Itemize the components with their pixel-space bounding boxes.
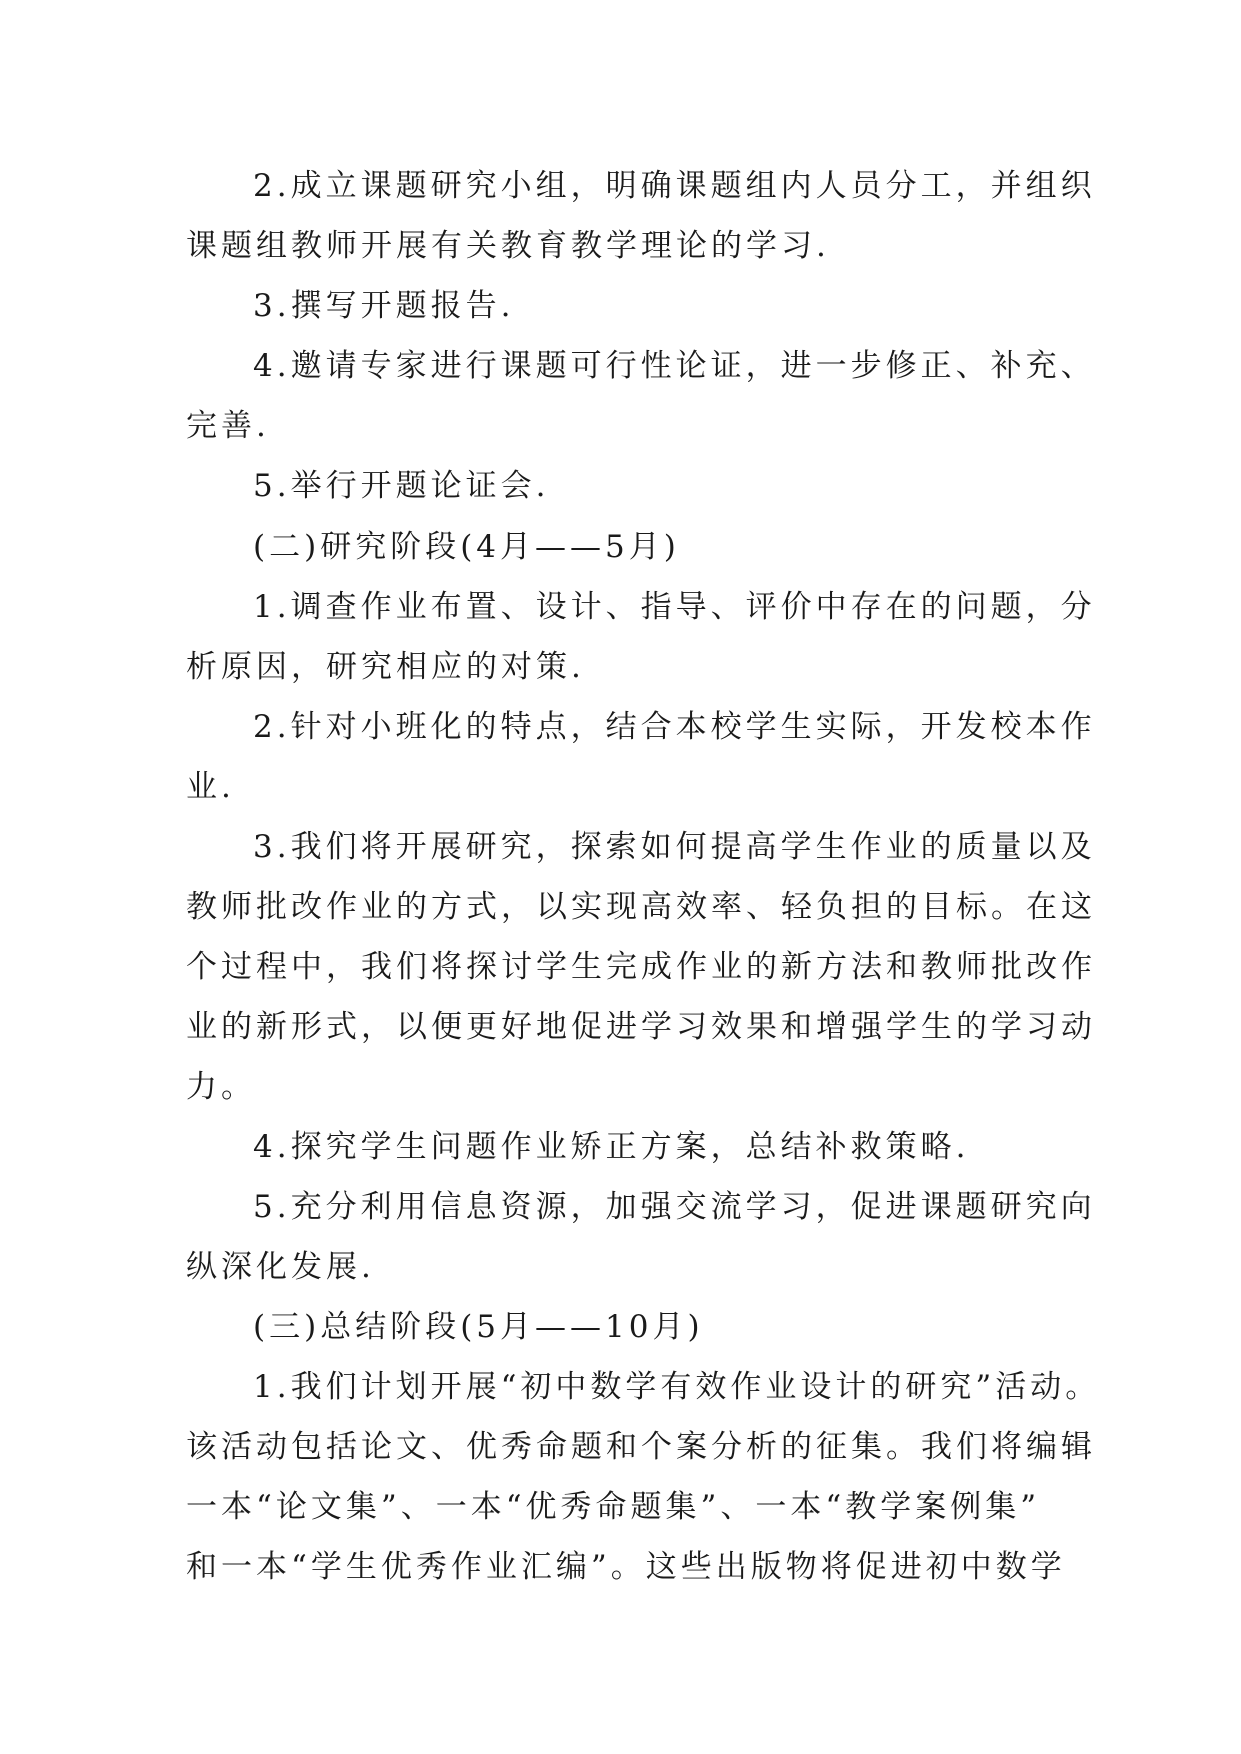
text-line: 力。 [186, 1069, 256, 1105]
text-line: 析原因，研究相应的对策. [186, 649, 585, 685]
text-line: 2.针对小班化的特点，结合本校学生实际，开发校本作 [253, 709, 1096, 745]
section-heading: (二)研究阶段(4月——5月) [253, 529, 680, 565]
text-line: 1.调查作业布置、设计、指导、评价中存在的问题，分 [253, 589, 1096, 625]
text-line: 4.邀请专家进行课题可行性论证，进一步修正、补充、 [253, 348, 1096, 384]
text-line: 3.撰写开题报告. [253, 288, 515, 324]
text-line: 3.我们将开展研究，探索如何提高学生作业的质量以及 [253, 829, 1096, 865]
text-line: 5.充分利用信息资源，加强交流学习，促进课题研究向 [253, 1189, 1096, 1225]
text-line: 和一本“学生优秀作业汇编”。这些出版物将促进初中数学 [186, 1549, 1066, 1585]
text-line: 一本“论文集”、一本“优秀命题集”、一本“教学案例集” [186, 1489, 1041, 1525]
text-line: 教师批改作业的方式，以实现高效率、轻负担的目标。在这 [186, 889, 1096, 925]
text-line: 1.我们计划开展“初中数学有效作业设计的研究”活动。 [253, 1369, 1101, 1405]
text-line: 4.探究学生问题作业矫正方案，总结补救策略. [253, 1129, 970, 1165]
text-line: 完善. [186, 408, 270, 444]
text-line: 2.成立课题研究小组，明确课题组内人员分工，并组织 [253, 168, 1096, 204]
text-line: 该活动包括论文、优秀命题和个案分析的征集。我们将编辑 [186, 1429, 1096, 1465]
text-line: 纵深化发展. [186, 1249, 375, 1285]
text-line: 业. [186, 769, 235, 805]
text-line: 5.举行开题论证会. [253, 468, 550, 504]
text-line: 课题组教师开展有关教育教学理论的学习. [186, 228, 830, 264]
section-heading: (三)总结阶段(5月——10月) [253, 1309, 704, 1345]
text-line: 业的新形式，以便更好地促进学习效果和增强学生的学习动 [186, 1009, 1096, 1045]
text-line: 个过程中，我们将探讨学生完成作业的新方法和教师批改作 [186, 949, 1096, 985]
